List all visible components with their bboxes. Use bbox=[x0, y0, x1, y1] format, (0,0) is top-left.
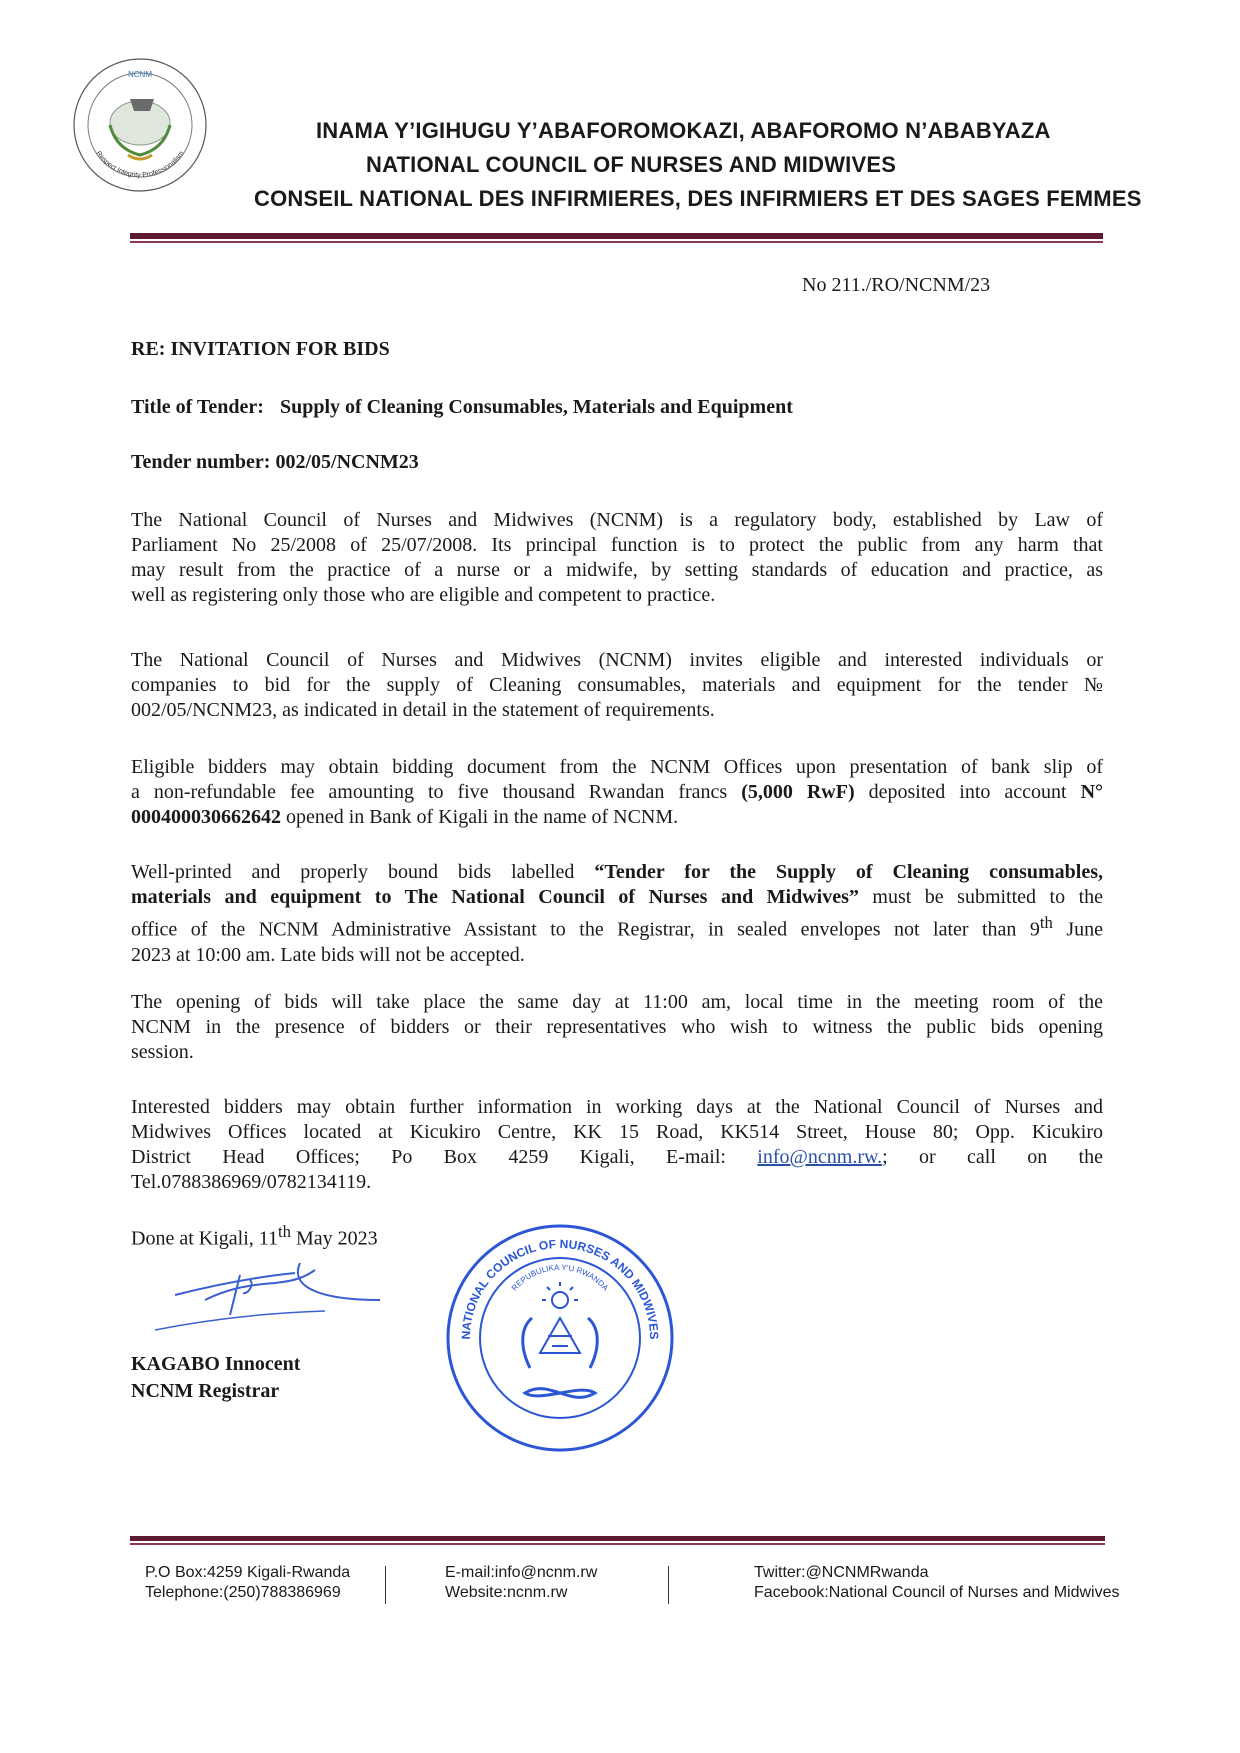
header-line-english: NATIONAL COUNCIL OF NURSES AND MIDWIVES bbox=[366, 152, 897, 177]
logo-text: NCNM bbox=[128, 70, 152, 79]
p3-line bbox=[131, 805, 1103, 830]
p3-line bbox=[131, 780, 1103, 805]
footer-facebook: Facebook:National Council of Nurses and Midwives bbox=[754, 1584, 1120, 1601]
p4-line bbox=[131, 910, 1103, 943]
footer-website: Website:ncnm.rw bbox=[445, 1584, 568, 1601]
official-stamp bbox=[440, 1218, 680, 1458]
footer-telephone: Telephone:(250)788386969 bbox=[145, 1584, 341, 1601]
paragraph-bidding-document bbox=[131, 755, 1103, 830]
ncnm-logo bbox=[70, 55, 210, 195]
ordinal-suffix: th bbox=[278, 1222, 291, 1241]
p1-line: well as registering only those who are eligible and competent to practice. bbox=[131, 584, 716, 606]
header-rule bbox=[130, 233, 1103, 239]
p1-line: The National Council of Nurses and Midwives (NCNM) is a regulatory body, established by Law of bbox=[131, 509, 1103, 531]
p6-line bbox=[131, 1145, 1103, 1170]
tender-number: Tender number: 002/05/NCNM23 bbox=[131, 451, 419, 473]
paragraph-invitation bbox=[131, 648, 1103, 723]
stamp-inner-text: REPUBULIKA Y'U RWANDA bbox=[509, 1262, 611, 1293]
footer-separator bbox=[385, 1566, 386, 1604]
ordinal-suffix: th bbox=[1039, 913, 1053, 932]
bid-label-quote: materials and equipment to The National Council of Nurses and Midwives” bbox=[131, 886, 859, 908]
p4-line bbox=[131, 860, 1103, 885]
signer-role: NCNM Registrar bbox=[131, 1380, 280, 1402]
p2-line: The National Council of Nurses and Midwives (NCNM) invites eligible and interested individuals or bbox=[131, 649, 1103, 671]
signature-image bbox=[155, 1255, 385, 1335]
bid-label-quote: “Tender for the Supply of Cleaning consumables, bbox=[594, 861, 1104, 883]
reference-number: No 211./RO/NCNM/23 bbox=[802, 274, 991, 296]
email-link[interactable]: info@ncnm.rw. bbox=[757, 1146, 883, 1168]
footer-address bbox=[145, 1563, 350, 1603]
closing-date bbox=[131, 1222, 378, 1251]
p4-text: must be submitted to the bbox=[872, 886, 1104, 908]
paragraph-submission bbox=[131, 860, 1103, 968]
p4-text: June bbox=[1066, 918, 1103, 941]
footer-online bbox=[445, 1563, 597, 1603]
header-rule-thin bbox=[130, 241, 1103, 243]
p6-line: Midwives Offices located at Kicukiro Centre, KK 15 Road, KK514 Street, House 80; Opp. Kicukiro bbox=[131, 1121, 1103, 1143]
footer-email: E-mail:info@ncnm.rw bbox=[445, 1564, 598, 1581]
footer-twitter: Twitter:@NCNMRwanda bbox=[754, 1564, 929, 1581]
account-number: 000400030662642 bbox=[131, 806, 281, 828]
p5-line: The opening of bids will take place the same day at 11:00 am, local time in the meeting room of the bbox=[131, 991, 1103, 1013]
p4-line bbox=[131, 885, 1103, 910]
closing-text: May 2023 bbox=[295, 1227, 378, 1250]
tender-title-value: Supply of Cleaning Consumables, Materials and Equipment bbox=[279, 396, 793, 418]
p3-line: Eligible bidders may obtain bidding document from the NCNM Offices upon presentation of bank slip of bbox=[131, 756, 1103, 778]
fee-amount: (5,000 RwF) bbox=[741, 781, 855, 803]
paragraph-about-ncnm bbox=[131, 508, 1103, 608]
tender-title bbox=[131, 396, 793, 419]
tender-title-label: Title of Tender: bbox=[131, 396, 264, 418]
header-line-french: CONSEIL NATIONAL DES INFIRMIERES, DES INFIRMIERS ET DES SAGES FEMMES bbox=[254, 186, 1142, 211]
p3-text: a non-refundable fee amounting to five thousand Rwandan francs bbox=[131, 781, 728, 803]
paragraph-contact bbox=[131, 1095, 1103, 1195]
p4-text: office of the NCNM Administrative Assistant to the Registrar, in sealed envelopes not later than 9 bbox=[131, 918, 1040, 941]
header-line-kinyarwanda: INAMA Y’IGIHUGU Y’ABAFOROMOKAZI, ABAFOROMO N’ABABYAZA bbox=[316, 118, 1051, 143]
footer-social bbox=[754, 1563, 1120, 1603]
stamp-outer-text: NATIONAL COUNCIL OF NURSES AND MIDWIVES bbox=[458, 1236, 662, 1340]
footer-rule-thin bbox=[130, 1543, 1105, 1545]
paragraph-opening bbox=[131, 990, 1103, 1065]
p6-line: Tel.0788386969/0782134119. bbox=[131, 1171, 372, 1193]
p5-line: session. bbox=[131, 1041, 194, 1063]
p2-line: companies to bid for the supply of Cleaning consumables, materials and equipment for the tender № bbox=[131, 674, 1103, 696]
p6-text: District Head Offices; Po Box 4259 Kigali, E-mail: bbox=[131, 1146, 726, 1168]
subject-line: RE: INVITATION FOR BIDS bbox=[131, 338, 390, 360]
p4-line: 2023 at 10:00 am. Late bids will not be accepted. bbox=[131, 943, 525, 966]
footer-rule bbox=[130, 1536, 1105, 1541]
p6-line: Interested bidders may obtain further information in working days at the National Council of Nurses and bbox=[131, 1096, 1103, 1118]
p3-text: deposited into account bbox=[868, 781, 1067, 803]
footer-po-box: P.O Box:4259 Kigali-Rwanda bbox=[145, 1564, 351, 1581]
p1-line: Parliament No 25/2008 of 25/07/2008. Its principal function is to protect the public from any harm that bbox=[131, 534, 1103, 556]
p1-line: may result from the practice of a nurse or a midwife, by setting standards of education and practice, as bbox=[131, 559, 1103, 581]
footer-separator bbox=[668, 1566, 669, 1604]
svg-text:REPUBULIKA Y'U RWANDA bbox=[510, 1263, 611, 1293]
p2-line: 002/05/NCNM23, as indicated in detail in the statement of requirements. bbox=[131, 699, 715, 721]
p3-text: opened in Bank of Kigali in the name of NCNM. bbox=[286, 806, 679, 828]
p5-line: NCNM in the presence of bidders or their representatives who wish to witness the public bids opening bbox=[131, 1016, 1103, 1038]
p4-text: Well-printed and properly bound bids labelled bbox=[131, 861, 575, 883]
signer-name: KAGABO Innocent bbox=[131, 1353, 301, 1375]
closing-text: Done at Kigali, 11 bbox=[131, 1227, 279, 1250]
p6-text: ; or call on the bbox=[882, 1146, 1103, 1168]
account-label: N° bbox=[1080, 781, 1104, 803]
logo-motto: Respect Integrity Professionalism bbox=[94, 150, 186, 180]
